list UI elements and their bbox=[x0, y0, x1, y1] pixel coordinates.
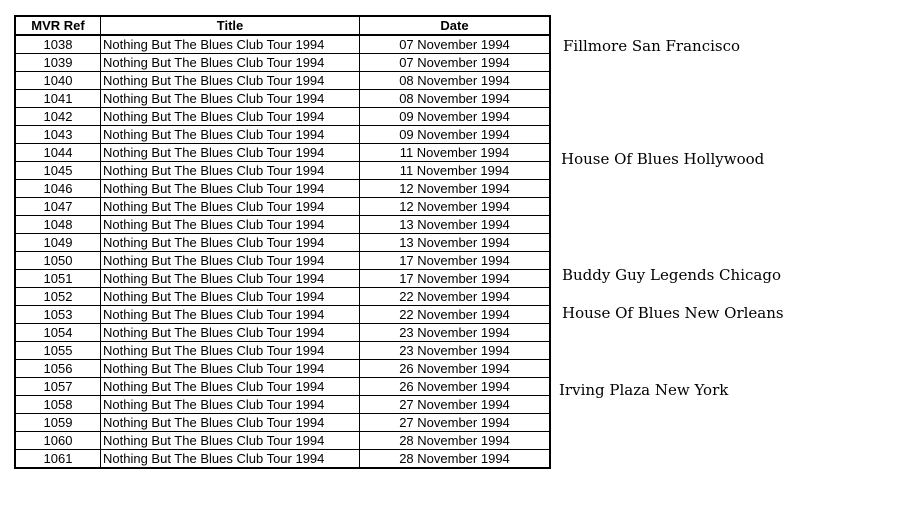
table-row bbox=[15, 108, 550, 126]
date-cell: 13 November 1994 bbox=[360, 234, 551, 252]
date-cell: 22 November 1994 bbox=[360, 288, 551, 306]
title-cell: Nothing But The Blues Club Tour 1994 bbox=[101, 198, 360, 216]
table-row bbox=[15, 378, 550, 396]
header-mvr-ref: MVR Ref bbox=[15, 16, 101, 35]
table-row bbox=[15, 72, 550, 90]
date-cell: 26 November 1994 bbox=[360, 378, 551, 396]
title-cell: Nothing But The Blues Club Tour 1994 bbox=[101, 144, 360, 162]
table-row bbox=[15, 126, 550, 144]
header-title: Title bbox=[101, 16, 360, 35]
title-cell: Nothing But The Blues Club Tour 1994 bbox=[101, 360, 360, 378]
table-row bbox=[15, 144, 550, 162]
title-cell: Nothing But The Blues Club Tour 1994 bbox=[101, 234, 360, 252]
mvr-ref-cell: 1041 bbox=[15, 90, 101, 108]
mvr-ref-cell: 1042 bbox=[15, 108, 101, 126]
date-cell: 17 November 1994 bbox=[360, 252, 551, 270]
mvr-ref-cell: 1044 bbox=[15, 144, 101, 162]
date-cell: 08 November 1994 bbox=[360, 90, 551, 108]
table-row bbox=[15, 414, 550, 432]
title-cell: Nothing But The Blues Club Tour 1994 bbox=[101, 35, 360, 54]
date-cell: 23 November 1994 bbox=[360, 324, 551, 342]
venue-irving-plaza-new-york: Irving Plaza New York bbox=[559, 381, 729, 399]
date-cell: 11 November 1994 bbox=[360, 162, 551, 180]
venue-house-of-blues-hollywood: House Of Blues Hollywood bbox=[561, 150, 765, 168]
title-cell: Nothing But The Blues Club Tour 1994 bbox=[101, 288, 360, 306]
title-cell: Nothing But The Blues Club Tour 1994 bbox=[101, 180, 360, 198]
mvr-ref-cell: 1059 bbox=[15, 414, 101, 432]
table-row bbox=[15, 342, 550, 360]
mvr-ref-cell: 1055 bbox=[15, 342, 101, 360]
title-cell: Nothing But The Blues Club Tour 1994 bbox=[101, 378, 360, 396]
mvr-ref-cell: 1043 bbox=[15, 126, 101, 144]
mvr-ref-cell: 1060 bbox=[15, 432, 101, 450]
title-cell: Nothing But The Blues Club Tour 1994 bbox=[101, 306, 360, 324]
venue-house-of-blues-new-orleans: House Of Blues New Orleans bbox=[562, 304, 784, 322]
header-date: Date bbox=[360, 16, 551, 35]
date-cell: 28 November 1994 bbox=[360, 450, 551, 469]
mvr-ref-cell: 1048 bbox=[15, 216, 101, 234]
mvr-ref-cell: 1053 bbox=[15, 306, 101, 324]
title-cell: Nothing But The Blues Club Tour 1994 bbox=[101, 270, 360, 288]
title-cell: Nothing But The Blues Club Tour 1994 bbox=[101, 450, 360, 469]
header-row bbox=[15, 16, 550, 35]
title-cell: Nothing But The Blues Club Tour 1994 bbox=[101, 432, 360, 450]
title-cell: Nothing But The Blues Club Tour 1994 bbox=[101, 90, 360, 108]
table-row bbox=[15, 198, 550, 216]
mvr-ref-cell: 1054 bbox=[15, 324, 101, 342]
mvr-ref-cell: 1052 bbox=[15, 288, 101, 306]
recordings-table bbox=[14, 15, 551, 469]
table-row bbox=[15, 234, 550, 252]
venue-buddy-guy-legends-chicago: Buddy Guy Legends Chicago bbox=[562, 266, 781, 284]
table-row bbox=[15, 432, 550, 450]
mvr-ref-cell: 1047 bbox=[15, 198, 101, 216]
date-cell: 11 November 1994 bbox=[360, 144, 551, 162]
venue-fillmore-san-francisco: Fillmore San Francisco bbox=[563, 37, 741, 55]
title-cell: Nothing But The Blues Club Tour 1994 bbox=[101, 126, 360, 144]
table-row bbox=[15, 216, 550, 234]
mvr-ref-cell: 1046 bbox=[15, 180, 101, 198]
date-cell: 08 November 1994 bbox=[360, 72, 551, 90]
table-row bbox=[15, 180, 550, 198]
mvr-ref-cell: 1051 bbox=[15, 270, 101, 288]
mvr-ref-cell: 1050 bbox=[15, 252, 101, 270]
date-cell: 17 November 1994 bbox=[360, 270, 551, 288]
date-cell: 07 November 1994 bbox=[360, 35, 551, 54]
mvr-ref-cell: 1040 bbox=[15, 72, 101, 90]
date-cell: 27 November 1994 bbox=[360, 396, 551, 414]
title-cell: Nothing But The Blues Club Tour 1994 bbox=[101, 252, 360, 270]
date-cell: 12 November 1994 bbox=[360, 198, 551, 216]
mvr-ref-cell: 1057 bbox=[15, 378, 101, 396]
title-cell: Nothing But The Blues Club Tour 1994 bbox=[101, 324, 360, 342]
table-row bbox=[15, 450, 550, 469]
mvr-ref-cell: 1058 bbox=[15, 396, 101, 414]
mvr-ref-cell: 1039 bbox=[15, 54, 101, 72]
table-row bbox=[15, 360, 550, 378]
title-cell: Nothing But The Blues Club Tour 1994 bbox=[101, 162, 360, 180]
title-cell: Nothing But The Blues Club Tour 1994 bbox=[101, 54, 360, 72]
date-cell: 09 November 1994 bbox=[360, 126, 551, 144]
date-cell: 09 November 1994 bbox=[360, 108, 551, 126]
title-cell: Nothing But The Blues Club Tour 1994 bbox=[101, 216, 360, 234]
table-row bbox=[15, 162, 550, 180]
table-row bbox=[15, 252, 550, 270]
date-cell: 12 November 1994 bbox=[360, 180, 551, 198]
mvr-ref-cell: 1045 bbox=[15, 162, 101, 180]
table-row bbox=[15, 306, 550, 324]
table-row bbox=[15, 270, 550, 288]
title-cell: Nothing But The Blues Club Tour 1994 bbox=[101, 342, 360, 360]
table-row bbox=[15, 288, 550, 306]
date-cell: 28 November 1994 bbox=[360, 432, 551, 450]
date-cell: 23 November 1994 bbox=[360, 342, 551, 360]
table-row bbox=[15, 396, 550, 414]
title-cell: Nothing But The Blues Club Tour 1994 bbox=[101, 108, 360, 126]
date-cell: 07 November 1994 bbox=[360, 54, 551, 72]
mvr-ref-cell: 1049 bbox=[15, 234, 101, 252]
mvr-ref-cell: 1056 bbox=[15, 360, 101, 378]
table-row bbox=[15, 90, 550, 108]
title-cell: Nothing But The Blues Club Tour 1994 bbox=[101, 72, 360, 90]
date-cell: 27 November 1994 bbox=[360, 414, 551, 432]
date-cell: 22 November 1994 bbox=[360, 306, 551, 324]
mvr-ref-cell: 1061 bbox=[15, 450, 101, 469]
table-row bbox=[15, 54, 550, 72]
table-row bbox=[15, 324, 550, 342]
mvr-ref-cell: 1038 bbox=[15, 35, 101, 54]
title-cell: Nothing But The Blues Club Tour 1994 bbox=[101, 414, 360, 432]
date-cell: 13 November 1994 bbox=[360, 216, 551, 234]
title-cell: Nothing But The Blues Club Tour 1994 bbox=[101, 396, 360, 414]
table-row bbox=[15, 35, 550, 54]
date-cell: 26 November 1994 bbox=[360, 360, 551, 378]
